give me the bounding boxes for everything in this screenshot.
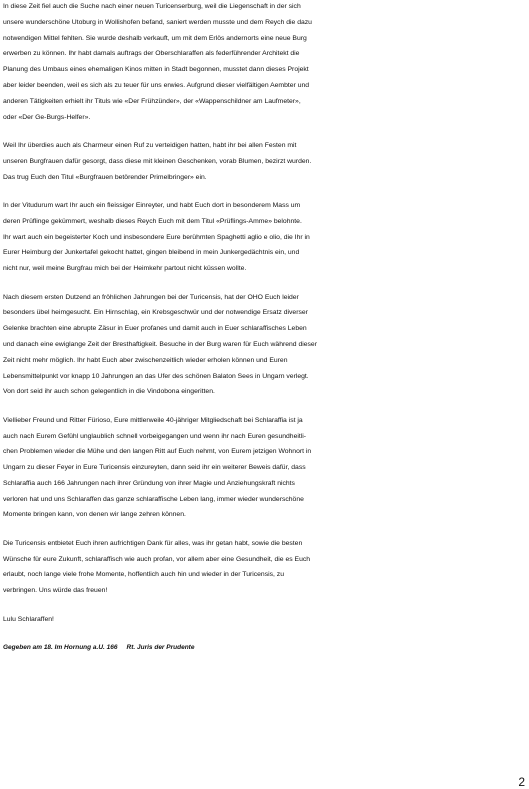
text-line: Von dort seid ihr auch schon gelegentlich in die Vindobona eingeritten. [3, 388, 215, 396]
text-line: anderen Tätigkeiten erhielt ihr Tituls wie «Der Frühzünder», der «Wappenschildner am Laufmeter», [3, 97, 301, 105]
text-line: In der Vitudurum wart Ihr auch ein fleissiger Einreyter, und habt Euch dort in besonderem Mass um [3, 201, 301, 209]
text-line: Zeit nicht mehr möglich. Ihr habt Euch aber zwischenzeitlich wieder erholen können und Euren [3, 356, 288, 364]
text-line: Wünsche für eure Zukunft, schlaraffisch wie auch profan, vor allem aber eine Gesundheit, die es Euch [3, 555, 311, 563]
page-number: 2 [518, 775, 525, 789]
text-line: Schlaraffia auch 166 Jahrungen nach ihrer Gründung von ihrer Magie und Anziehungskraft nichts [3, 479, 295, 487]
document-body [3, 0, 527, 656]
text-line: Eurer Heimburg der Junkertafel gekocht hattet, gingen bleibend in mein Junkergedächtnis ein, und [3, 249, 300, 257]
text-line: erwerben zu können. Ihr habt damals auftrags der Oberschlaraffen als federführender Architekt die [3, 50, 300, 58]
body-paragraph [3, 536, 527, 599]
text-line: erlaubt, noch lange viele frohe Momente, hoffentlich auch hin und wieder in der Turicensis, zu [3, 571, 284, 579]
text-line: Gelenke brachten eine abrupte Zäsur in Euer profanes und damit auch in Euer schlaraffisches Leben [3, 325, 307, 333]
signature-line: Gegeben am 18. Im Hornung a.U. 166 Rt. Juris der Prudente [3, 644, 195, 652]
text-line: In diese Zeit fiel auch die Suche nach einer neuen Turicenserburg, weil die Liegenschaft in der sich [3, 3, 301, 10]
text-line: Lebensmittelpunkt vor knapp 10 Jahrungen an das Ufer des schönen Balaton Sees in Ungarn verlegt. [3, 372, 309, 380]
text-line: verloren hat und uns Schlaraffen das ganze schlaraffische Leben lang, immer wieder wunderschöne [3, 495, 304, 503]
body-paragraph [3, 413, 527, 524]
text-line: und danach eine ewiglange Zeit der Bresthaftigkeit. Besuche in der Burg waren für Euch während dieser [3, 340, 317, 348]
text-line: Momente bringen kann, von denen wir lange zehren können. [3, 511, 186, 519]
text-line: Nach diesem ersten Dutzend an fröhlichen Jahrungen bei der Turicensis, hat der OHO Euch leider [3, 293, 299, 301]
text-line: Das trug Euch den Titul «Burgfrauen betörender Primelbringer» ein. [3, 173, 207, 181]
body-paragraph [3, 198, 527, 277]
text-line: nicht nur, weil meine Burgfrau mich bei der Heimkehr partout nicht küssen wollte. [3, 265, 247, 273]
text-line: Planung des Umbaus eines ehemaligen Kinos mitten in Stadt begonnen, musstet dann dieses Projekt [3, 66, 309, 74]
text-line: Ungarn zu dieser Feyer in Eure Turicensis einzureyten, dann seid ihr ein weiterer Beweis dafür, dass [3, 464, 306, 472]
closing-salutation: Lulu Schlaraffen! [3, 615, 54, 623]
text-line: deren Prüflinge gekümmert, weshalb dieses Reych Euch mit dem Titul «Prüflings-Amme» belohnte. [3, 217, 302, 225]
body-paragraph [3, 290, 527, 401]
text-line: aber leider beenden, weil es sich als zu teuer für uns erwies. Aufgrund dieser vielfältigen Aembter und [3, 81, 310, 89]
text-line: Weil Ihr überdies auch als Charmeur einen Ruf zu verteidigen hatten, habt ihr bei allen Festen mit [3, 141, 297, 149]
text-line: verbringen. Uns würde das freuen! [3, 587, 108, 595]
text-line: unsere wunderschöne Utoburg in Wollishofen befand, saniert werden musste und dem Reych die dazu [3, 18, 312, 26]
text-line: notwendigen Mittel fehlten. Sie wurde deshalb verkauft, um mit dem Erlös andernorts eine neue Burg [3, 34, 307, 42]
text-line: Die Turicensis entbietet Euch ihren aufrichtigen Dank für alles, was ihr getan habt, sowie die besten [3, 539, 303, 547]
body-paragraph [3, 0, 527, 125]
text-line: Ihr wart auch ein begeisterter Koch und insbesondere Eure berühmten Spaghetti aglio e olio, die Ihr in [3, 233, 310, 241]
text-line: besonders übel heimgesucht. Ein Hirnschlag, ein Krebsgeschwür und der notwendige Ersatz diverser [3, 309, 308, 317]
body-paragraph [3, 138, 527, 185]
text-line: oder «Der Ge-Burgs-Helfer». [3, 113, 91, 121]
text-line: unseren Burgfrauen dafür gesorgt, dass diese mit kleinen Geschenken, vorab Blumen, bezirzt wurden. [3, 157, 312, 165]
text-line: chen Problemen wieder die Mühe und den langen Ritt auf Euch nehmt, von Eurem jetzigen Wohnort in [3, 448, 312, 456]
text-line: auch nach Eurem Gefühl unglaublich schnell vorbeigegangen und wenn ihr nach Euren gesundheitli- [3, 432, 307, 440]
text-line: Viellieber Freund und Ritter Fürioso, Eure mittlerweile 40-jähriger Mitgliedschaft bei Schlaraffia ist ja [3, 416, 303, 424]
